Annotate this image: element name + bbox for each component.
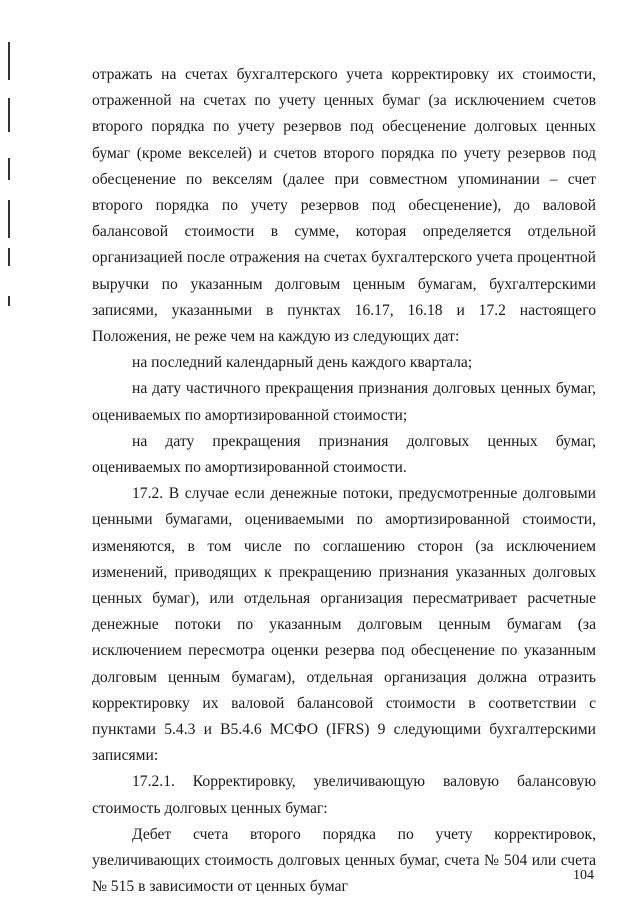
scan-margin-mark <box>8 248 10 266</box>
paragraph-clause-17-2-1: 17.2.1. Корректировку, увеличивающую валовую балансовую стоимость долговых ценных бумаг: <box>92 773 596 817</box>
paragraph-continuation: отражать на счетах бухгалтерского учета корректировку их стоимости, отраженной на счетах по учету ценных бумаг (за исключением счетов второго порядка по учету резервов под обесценение долговых ценных бумаг (кроме векселей) и счетов второго порядка по учету резервов под обесценение по векселям (далее при совместном упоминании – счет второго порядка по учету резервов под обесценение), до валовой балансовой стоимости в сумме, которая определяется отдельной организацией после отражения на счетах бухгалтерского учета процентной выручки по указанным долговым ценным бумагам, бухгалтерскими записями, указанными в пунктах 16.17, 16.18 и 17.2 настоящего Положения, не реже чем на каждую из следующих дат: <box>92 66 596 346</box>
paragraph-debit-entry: Дебет счета второго порядка по учету корректировок, увеличивающих стоимость долговых ценных бумаг, счета № 504 или счета № 515 в зависимости от ценных бумаг <box>92 825 596 896</box>
scan-margin-mark <box>8 98 10 132</box>
scan-margin-mark <box>8 296 10 306</box>
paragraph-list-item: на дату частичного прекращения признания долговых ценных бумаг, оцениваемых по амортизированной стоимости; <box>92 380 596 424</box>
paragraph-clause-17-2: 17.2. В случае если денежные потоки, предусмотренные долговыми ценными бумагами, оцениваемыми по амортизированной стоимости, изменяются, в том числе по соглашению сторон (за исключением изменений, приводящих к прекращению признания указанных долговых ценных бумаг), или отдельная организация пересматривает расчетные денежные потоки по указанным долговым ценным бумагам (за исключением пересмотра оценки резерва под обесценение по указанным долговым ценным бумагам), отдельная организация должна отразить корректировку их валовой балансовой стоимости в соответствии с пунктами 5.4.3 и В5.4.6 МСФО (IFRS) 9 следующими бухгалтерскими записями: <box>92 485 596 765</box>
scan-margin-mark <box>8 158 10 180</box>
page-number: 104 <box>573 868 594 883</box>
scan-margin-mark <box>8 42 10 80</box>
paragraph-list-item: на дату прекращения признания долговых ценных бумаг, оцениваемых по амортизированной стоимости. <box>92 432 596 477</box>
scan-margin-mark <box>8 200 10 238</box>
document-page <box>92 62 596 901</box>
paragraph-list-item: на последний календарный день каждого квартала; <box>132 354 473 372</box>
